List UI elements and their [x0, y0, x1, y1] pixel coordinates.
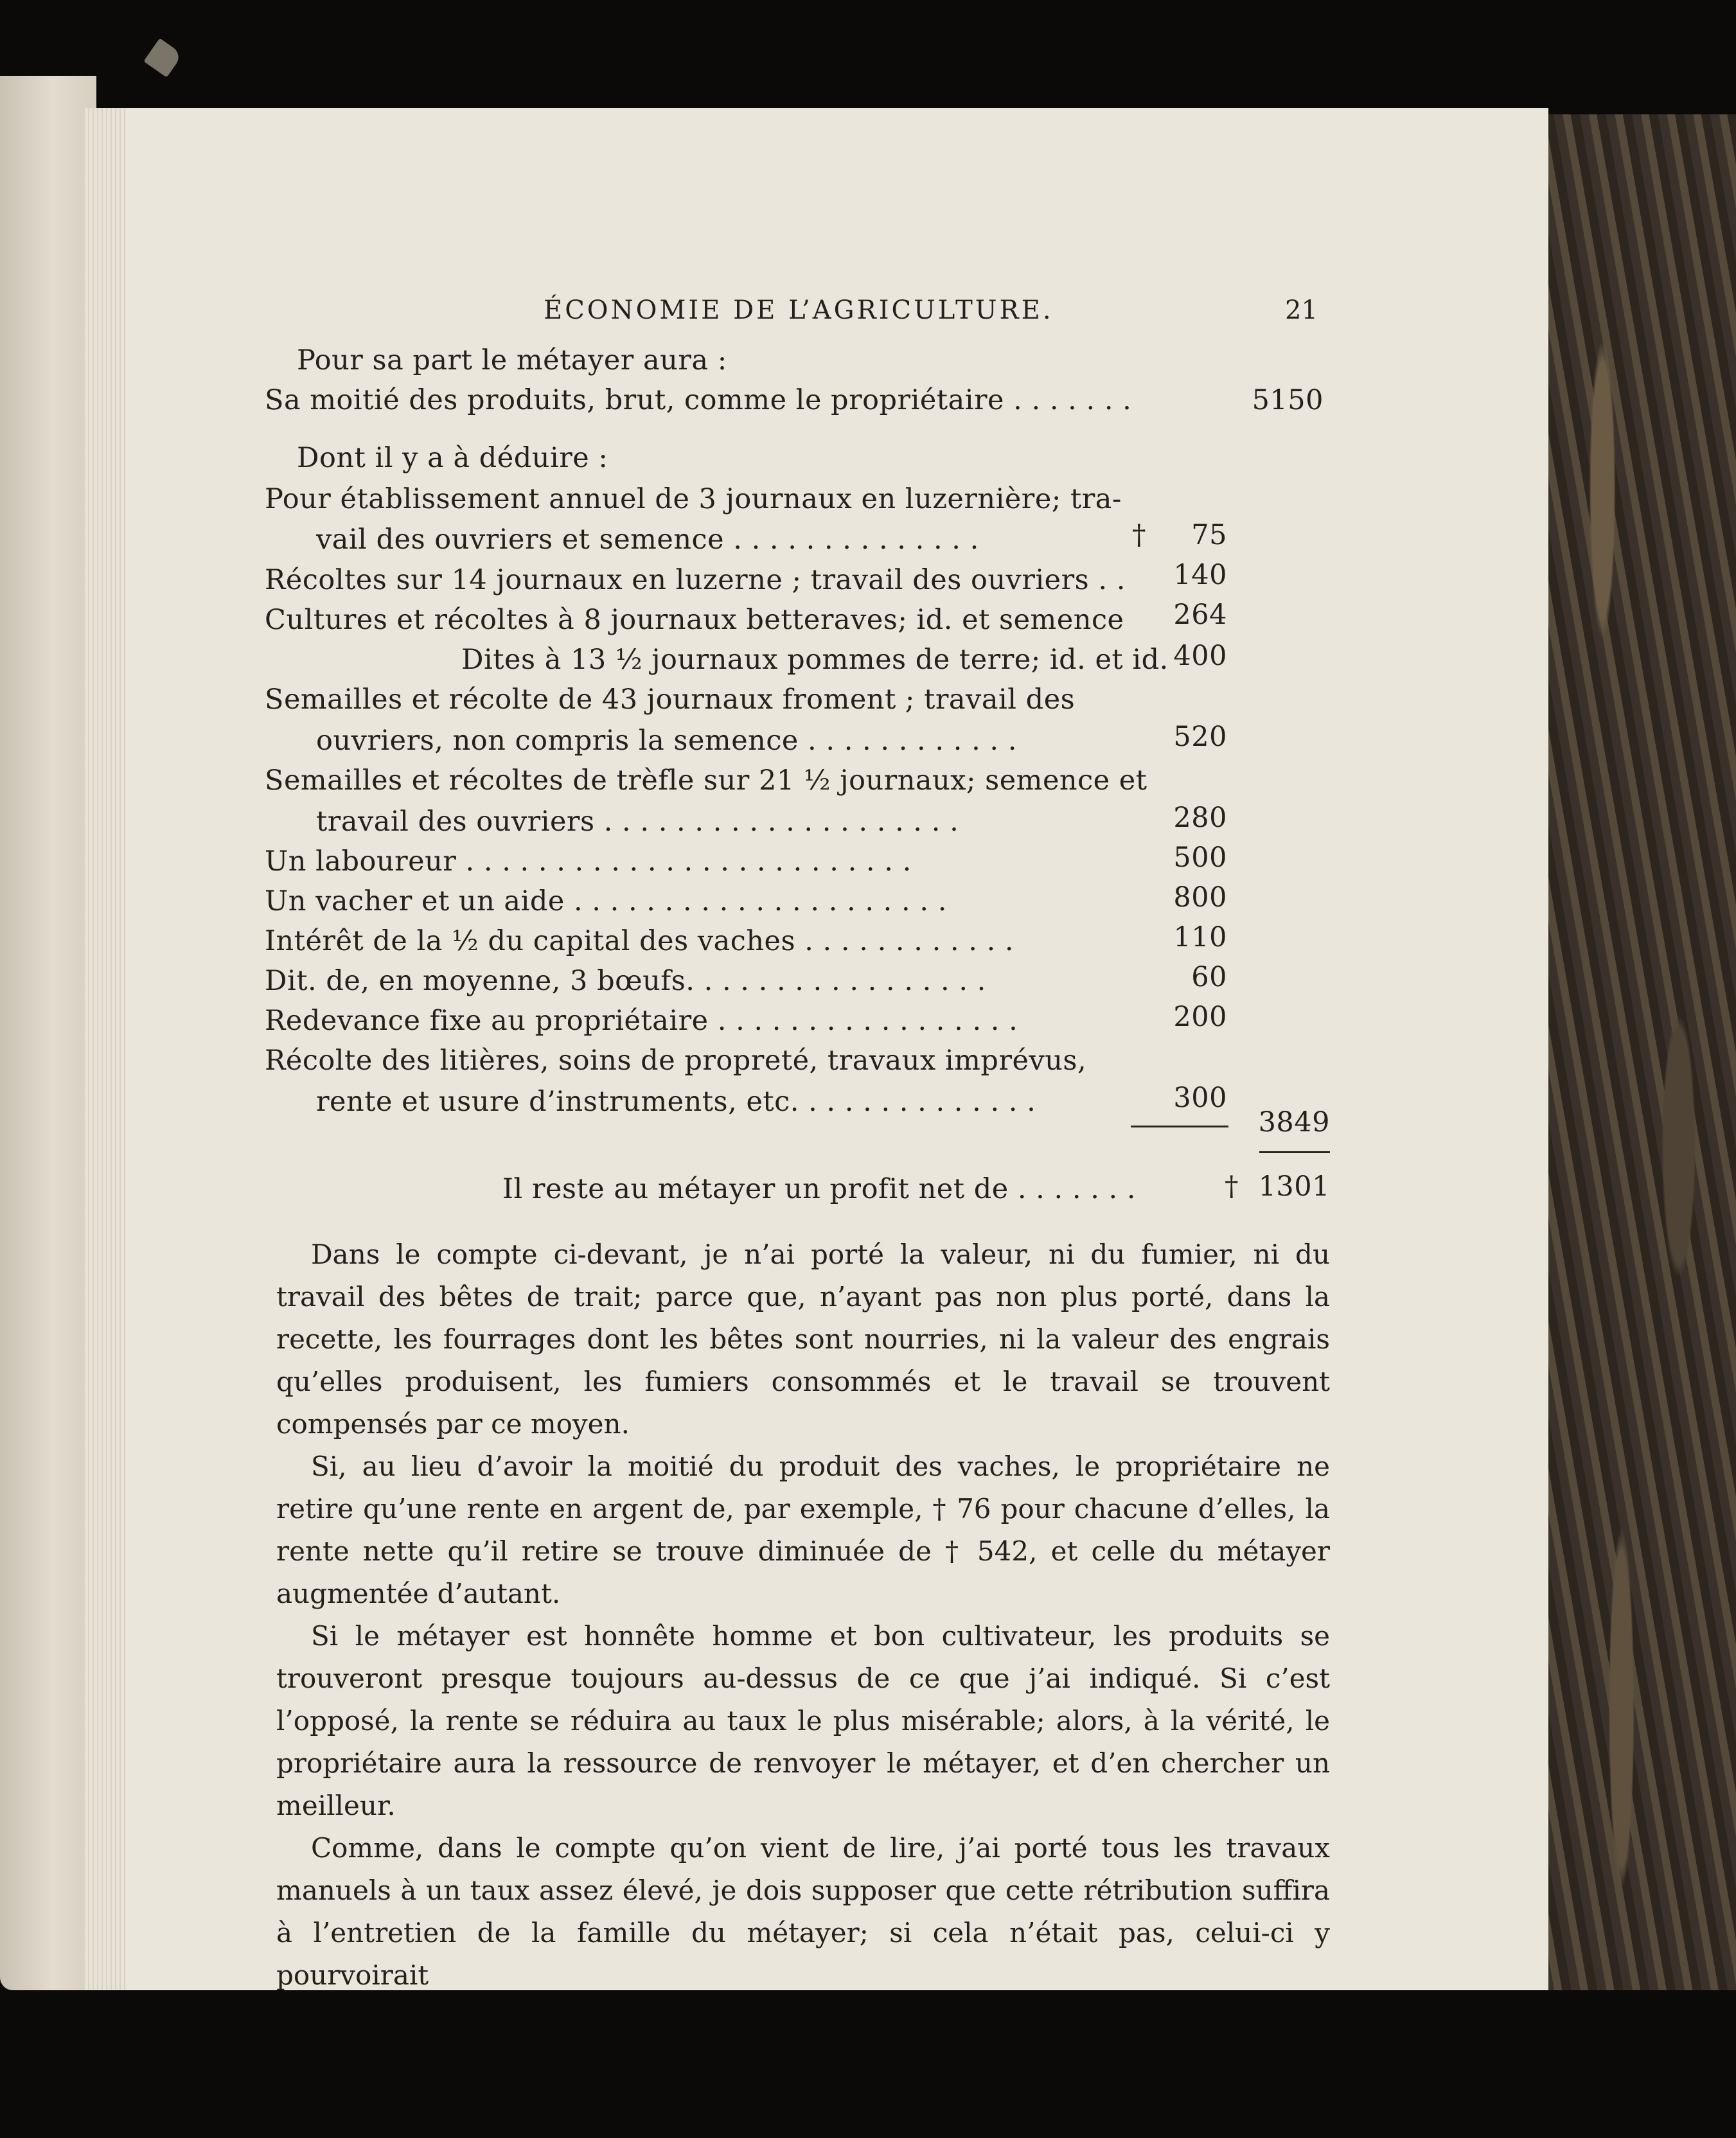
bookmark-ribbon [143, 38, 182, 77]
net-profit-text: Il reste au métayer un profit net de . . . . . . . [502, 1173, 1137, 1205]
deduction-row-text: Récoltes sur 14 journaux en luzerne ; travail des ouvriers . . [265, 564, 1126, 596]
sum-rule [1131, 1126, 1228, 1127]
deduction-value: 500 [1173, 842, 1227, 874]
paragraph: Dans le compte ci-devant, je n’ai porté la valeur, ni du fumier, ni du travail des bêtes de trait; parce que, n’ayant pas non plus porté, dans la recette, les fourrages dont les bêtes sont nourries, ni la valeur des engrais qu’elles produisent, les fumiers consommés et le travail se trouvent compensés par ce moyen. [276, 1239, 1330, 1440]
deduction-row-text: Semailles et récolte de 43 journaux froment ; travail des [265, 684, 1076, 716]
deduction-value: 140 [1173, 559, 1227, 591]
book-binding-cover [1545, 114, 1736, 1990]
running-header-title: ÉCONOMIE DE L’AGRICULTURE. [544, 296, 1054, 325]
deductions-total: 3849 [1258, 1106, 1330, 1138]
deduction-value: 520 [1173, 721, 1227, 753]
paragraph: Si le métayer est honnête homme et bon cultivateur, les produits se trouveront presque toujours au-dessus de ce que j’ai indiqué. Si c’est l’opposé, la rente se réduira au taux le plus misérable; alors, à la vérité, le propriétaire aura la ressource de renvoyer le métayer, et d’en chercher un meilleur. [276, 1620, 1330, 1821]
page-stack-edge [85, 108, 130, 1990]
deduction-row-text: Un laboureur . . . . . . . . . . . . . . . . . . . . . . . . . [265, 845, 912, 878]
deductions-heading: Dont il y a à déduire : [297, 442, 608, 474]
deduction-value: 110 [1173, 921, 1227, 953]
deduction-row-text: Récolte des litières, soins de propreté, travaux imprévus, [265, 1045, 1087, 1077]
deduction-value: 800 [1173, 881, 1227, 914]
page-number: 21 [1285, 296, 1318, 325]
deduction-row-text: Intérêt de la ½ du capital des vaches . . . . . . . . . . . . [265, 925, 1014, 957]
deduction-row-text: travail des ouvriers . . . . . . . . . . . . . . . . . . . . [316, 806, 959, 838]
paragraph: Comme, dans le compte qu’on vient de lire, j’ai porté tous les travaux manuels à un taux assez élevé, je dois supposer que cette rétribution suffira à l’entretien de la famille du métayer; si cela n’était pas, celui-ci y pourvoirait [276, 1832, 1330, 1991]
deduction-row-text: ouvriers, non compris la semence . . . . . . . . . . . . [316, 725, 1017, 757]
deduction-value: 280 [1173, 802, 1227, 834]
deduction-value: 60 [1191, 961, 1227, 993]
deduction-row-text: vail des ouvriers et semence . . . . . . . . . . . . . . [316, 524, 979, 556]
facing-page-edge [0, 76, 96, 1990]
dagger-currency-symbol: † [1132, 519, 1146, 551]
intro-line-1: Pour sa part le métayer aura : [297, 344, 727, 376]
deduction-row-text: Dit. de, en moyenne, 3 bœufs. . . . . . . . . . . . . . . . . [265, 965, 986, 997]
total-rule [1259, 1151, 1330, 1153]
deduction-row-text: Semailles et récoltes de trèfle sur 21 ½ journaux; semence et [265, 764, 1147, 797]
deduction-value: 300 [1173, 1082, 1227, 1114]
deduction-row-text: Un vacher et un aide . . . . . . . . . . . . . . . . . . . . . [265, 885, 947, 917]
total-share-value: 5150 [1252, 384, 1324, 416]
dagger-currency-symbol: † [1225, 1171, 1239, 1203]
deduction-row-text: Cultures et récoltes à 8 journaux betteraves; id. et semence [265, 604, 1124, 636]
deduction-value: 400 [1173, 640, 1227, 672]
body-text [276, 1233, 1330, 1997]
paragraph: Si, au lieu d’avoir la moitié du produit des vaches, le propriétaire ne retire qu’une rente en argent de, par exemple, † 76 pour chacune d’elles, la rente nette qu’il retire se trouve diminuée de † 542, et celle du métayer augmentée d’autant. [276, 1451, 1330, 1609]
deduction-row-text: Dites à 13 ½ journaux pommes de terre; id. et id. [461, 644, 1169, 676]
deduction-row-text: Pour établissement annuel de 3 journaux en luzernière; tra- [265, 483, 1122, 515]
deduction-value: 75 [1191, 519, 1227, 551]
deduction-row-text: Redevance fixe au propriétaire . . . . . . . . . . . . . . . . . [265, 1005, 1018, 1037]
intro-line-2: Sa moitié des produits, brut, comme le propriétaire . . . . . . . [265, 384, 1132, 416]
deduction-row-text: rente et usure d’instruments, etc. . . . . . . . . . . . . . [316, 1086, 1036, 1118]
deduction-value: 264 [1173, 599, 1227, 631]
net-profit-value: 1301 [1258, 1171, 1330, 1203]
deduction-value: 200 [1173, 1001, 1227, 1033]
